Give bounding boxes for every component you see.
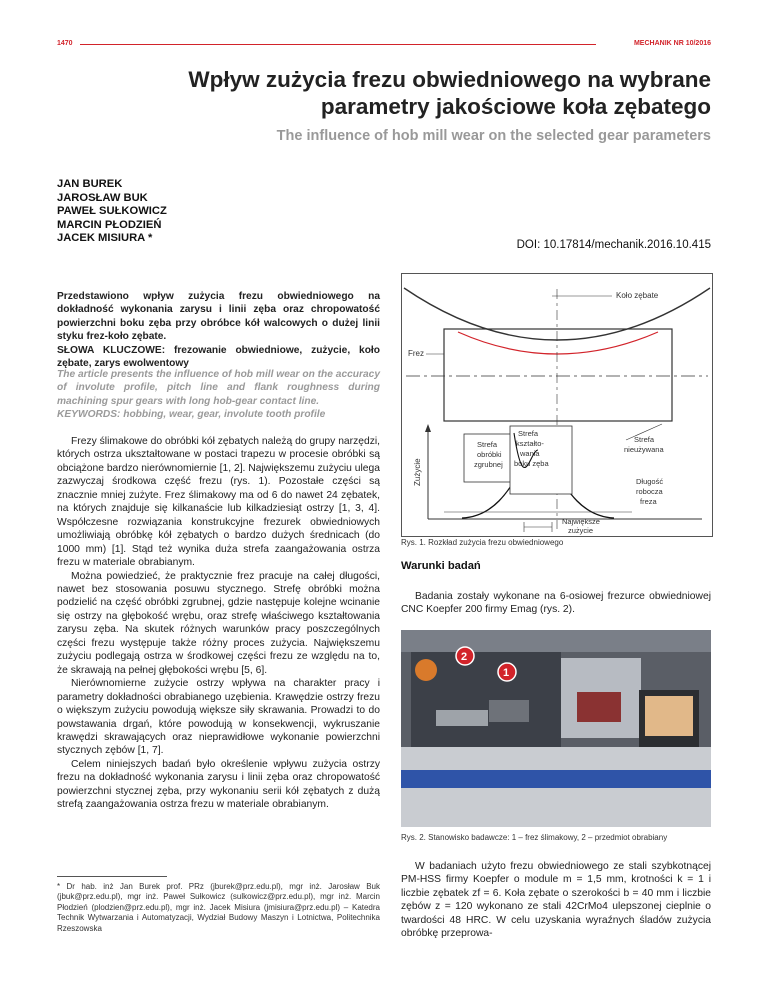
test-stand-photo [401,630,711,827]
figure-test-stand-photo [401,630,711,827]
zone-rough-label: zgrubnej [474,460,503,469]
zone-unused-label: nieużywana [624,445,664,454]
author: JAN BUREK [57,178,123,190]
gear-label: Koło zębate [616,291,659,300]
max-wear-label: Największe [562,517,600,526]
header-rule [80,44,596,45]
footnote-rule [57,876,167,877]
machine-top [401,630,711,652]
doi: DOI: 10.17814/mechanik.2016.10.415 [516,239,711,251]
journal-issue: MECHANIK NR 10/2016 [633,40,711,47]
max-wear-label: zużycie [568,526,594,535]
gear-contact-arc [458,332,658,354]
body-text-right-top [401,590,711,617]
length-label: freza [640,497,657,506]
author-list [57,178,167,246]
abstract-pl-text: Przedstawiono wpływ zużycia frezu obwiedniowego na dokładność wykonania zarysu i linii zęba oraz chropowatość powierzchni boku zęba przy obróbce kół walcowych o dużej linii styku frez-koło zębate. [57,291,380,343]
paragraph: Nierównomierne zużycie ostrzy wpływa na charakter pracy i parametry dokładności obrabianego uzębienia. Krawędzie ostrzy frezu o większym zużyciu powodują większe siły skrawania. Prowadzi to do powstawania drgań, które powodują w konsekwencji, wykruszanie krawędzi skrawających oraz nieprawidłowe wykonanie powierzchni stycznych zębów [1, 7]. [57,678,380,757]
coolant-fitting [415,659,437,681]
marker-1-label: 1 [503,667,510,679]
abstract-english [57,368,380,422]
author: JAROSŁAW BUK [57,191,148,204]
control-panel-keys [645,696,693,736]
wear-axis-arrow [425,424,431,432]
workpiece-photo [489,700,529,722]
hob-photo [436,710,488,726]
zone-unused-label: Strefa [634,435,655,444]
body-text-left [57,435,380,812]
zone-rough-label: obróbki [477,450,502,459]
length-label: robocza [636,487,663,496]
abstract-polish [57,290,380,370]
paragraph: Celem niniejszych badań było określenie wpływu zużycia ostrzy frezu na dokładność wykonania zarysu i linii zęba oraz chropowatość powierzchni stycznej zęba, przy wykonaniu serii kół zębatych z dużą strefą zaangażowania ostrza frezu w materiale obrabianym. [57,758,380,811]
zone-shape-label: boku zęba [514,459,549,468]
zone-shape-label: Strefa [518,429,539,438]
abstract-en-text: The article presents the influence of hob mill wear on the accuracy of involute profile, pitch line and flank roughness during machining spur gears with long hob-gear contact line. [57,369,380,407]
wear-axis-label: Zużycie [413,458,422,486]
hob-wear-diagram [402,274,712,536]
paragraph: Frezy ślimakowe do obróbki kół zębatych należą do grupy narzędzi, których ostrza ukształtowane w postaci trapezu w procesie obróbki są obciążone bardzo nierównomiernie [1, 2]. Największemu zużyciu ulega zazwyczaj środkowa część frezu (rys. 1). Pozostałe części są znacznie mniej zużyte. Frez ślimakowy ma od 6 do nawet 24 zębatek, na których znajduje się kilkanaście lub kilkadziesiąt ostrzy [1, 3, 4]. Współczesne rozwiązania konstrukcyjne frezurek obwiedniowych umożliwiają obróbkę kół zębatych o bardzo dużych średnicach (do 1000 mm) [1]. Stąd też wynika duża strefa zaangażowania ostrza frezu w materiale obrabianym. [57,436,380,569]
paragraph: W badaniach użyto frezu obwiedniowego ze stali szybkotnącej PM-HSS firmy Koepfer o module m = 1,5 mm, krotności k = 1 i liczbie zębatek zf = 6. Koła zębate o szerokości b = 40 mm i liczbie zębów z = 120 wykonano ze stali 42CrMo4 ulepszonej cieplnie o twardości 48 HRC. W celu uzyskania wyraźnych śladów zużycia obróbkę przeprowa- [401,861,711,940]
article-subtitle: The influence of hob mill wear on the selected gear parameters [276,128,711,144]
figure-hob-wear-distribution [401,273,713,537]
length-label: Długość [636,477,664,486]
zone-shape-label: wania [520,449,540,458]
author: PAWEŁ SUŁKOWICZ [57,205,167,218]
keywords-pl: SŁOWA KLUCZOWE: frezowanie obwiedniowe, zużycie, koło zębate, zarys ewolwentowy [57,344,380,370]
section-heading: Warunki badań [401,560,481,572]
hob-body [444,329,672,421]
figure1-caption: Rys. 1. Rozkład zużycia frezu obwiedniowego [401,538,564,547]
hob-label: Frez [408,349,424,358]
figure2-caption: Rys. 2. Stanowisko badawcze: 1 – frez ślimakowy, 2 – przedmiot obrabiany [401,833,668,842]
machine-blue-stripe [401,770,711,788]
article-title: Wpływ zużycia frezu obwiedniowego na wybrane parametry jakościowe koła zębatego [188,67,711,119]
keywords-en: KEYWORDS: hobbing, wear, gear, involute tooth profile [57,409,326,421]
paragraph: Badania zostały wykonane na 6-osiowej frezurce obwiedniowej CNC Koepfer 200 firmy Emag (rys. 2). [401,591,711,616]
author-footnote: * Dr hab. inż Jan Burek prof. PRz (jburek@prz.edu.pl), mgr inż. Jarosław Buk (jbuk@prz.edu.pl), mgr inż. Paweł Sułkowicz (sulkowicz@prz.edu.pl), mgr inż. Marcin Płodzień (plodzien@prz.edu.pl), mgr inż. Jacek Misiura (jmisiura@prz.edu.pl) – Katedra Technik Wytwarzania i Automatyzacji, Wydział Budowy Maszyn i Lotnictwa, Politechnika Rzeszowska [57,882,380,933]
machine-red-part [577,692,621,722]
author: MARCIN PŁODZIEŃ [57,218,162,231]
marker-2-label: 2 [461,651,468,663]
curve-mask [528,470,552,482]
page-number: 1470 [57,40,73,47]
body-text-right-bottom [401,860,711,941]
author: JACEK MISIURA * [57,232,153,245]
paragraph: Można powiedzieć, że praktycznie frez pracuje na całej długości, nawet bez stosowania posuwu stycznego. Strefę obróbki można podzielić na część obróbki zgrubnej, gdzie następuje kolejne wcinanie się ostrzy na głębokość wrębu, oraz strefę właściwego kształtowania zarysu zęba. Na skutek różnych warunków pracy poszczególnych części frezu występuje także różny proces zużycia. Największemu zużyciu podlegają ostrza w środkowej części frezu ze względu na to, że skrawają na pełnej głębokości wrębu [5, 6]. [57,570,380,676]
zone-rough-label: Strefa [477,440,498,449]
zone-shape-label: kształto- [516,439,544,448]
